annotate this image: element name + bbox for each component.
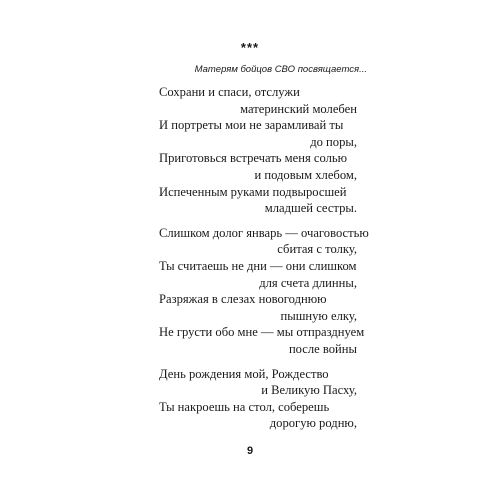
dedication-epigraph: Матерям бойцов СВО посвящается... <box>194 64 367 75</box>
poem-line: Сохрани и спаси, отслужи <box>159 85 300 99</box>
page-number: 9 <box>246 445 254 457</box>
poem-line-continuation: и подовым хлебом, <box>254 167 357 182</box>
poem-line-continuation: после войны <box>288 341 357 356</box>
poem-line: Ты считаешь не дни — они слишком <box>159 258 357 273</box>
stanza-2 <box>159 225 399 358</box>
poem-line-continuation: материнский молебен <box>240 101 357 116</box>
poem-line-continuation: до поры, <box>310 134 357 149</box>
poem-line-continuation: для счета длинны, <box>259 275 357 290</box>
poem-line-continuation: сбитая с толку, <box>277 242 357 257</box>
poem-line: Не грусти обо мне — мы отпразднуем <box>159 325 365 340</box>
poem-line: Ты накроешь на стол, соберешь <box>159 399 330 414</box>
stanza-3 <box>159 366 399 432</box>
stanza-gap <box>159 217 399 225</box>
stanza-1 <box>159 84 399 217</box>
poem <box>159 84 399 432</box>
poem-line-continuation: дорогую родню, <box>269 416 357 431</box>
poem-line: День рождения мой, Рождество <box>159 366 329 381</box>
poem-line: Приготовься встречать меня солью <box>159 151 348 166</box>
stanza-gap <box>159 358 399 366</box>
poem-line-continuation: и Великую Пасху, <box>261 383 357 398</box>
poem-line: Слишком долог январь — очаговостью <box>159 225 369 240</box>
section-asterisks: *** <box>240 40 260 55</box>
poem-line: Разряжая в слезах новогоднюю <box>159 292 327 307</box>
poem-line: Испеченным руками подвыросшей <box>159 184 347 199</box>
poem-line: И портреты мои не зарамливай ты <box>159 118 344 133</box>
poem-line-continuation: пышную елку, <box>280 308 357 323</box>
poem-line-continuation: младшей сестры. <box>264 201 357 216</box>
